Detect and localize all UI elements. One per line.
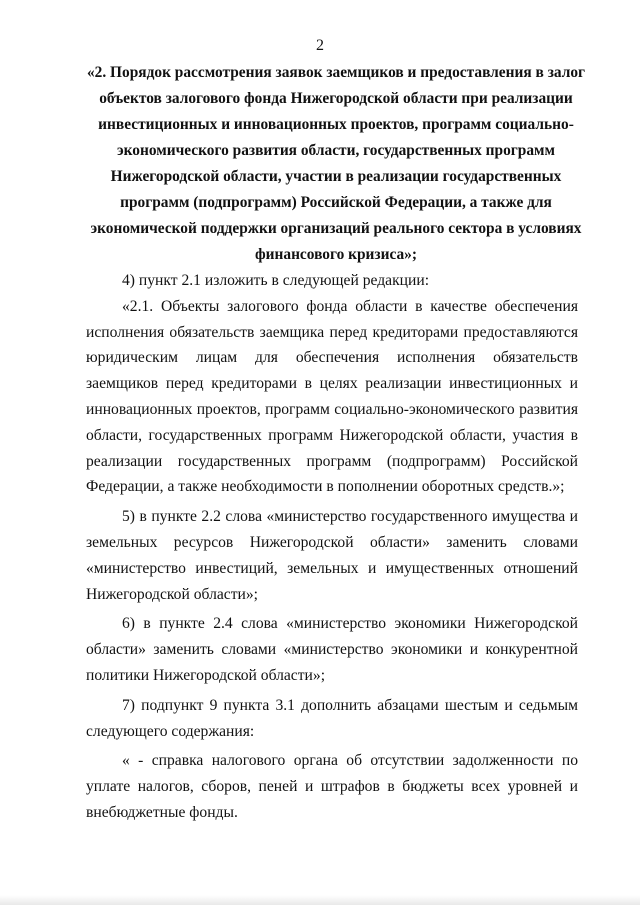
section-title: «2. Порядок рассмотрения заявок заемщиков и предоставления в залог объектов залогового фонда Нижегородской области при реализации инвестиционных и инновационных проектов, программ социально-экономического развития области, государственных программ Нижегородской области, участии в реализации государственных программ (подпрограмм) Российской Федерации, а также для экономической поддержки организаций реального сектора в условиях финансового кризиса»;: [86, 64, 586, 263]
scan-edge-shadow: [0, 895, 640, 905]
paragraph-item-7: 7) подпункт 9 пункта 3.1 дополнить абзацами шестым и седьмым следующего содержания:: [86, 696, 578, 740]
document-body: [86, 268, 578, 826]
paragraph-item-4: 4) пункт 2.1 изложить в следующей редакции:: [122, 272, 430, 289]
page-number: 2: [316, 37, 324, 54]
paragraph-item-6: 6) в пункте 2.4 слова «министерство экономики Нижегородской области» заменить словами «министерство экономики и конкурентной политики Нижегородской области»;: [86, 615, 578, 684]
paragraph-item-5: 5) в пункте 2.2 слова «министерство государственного имущества и земельных ресурсов Нижегородской области» заменить словами «министерство инвестиций, земельных и имущественных отношений Нижегородской области»;: [86, 508, 578, 603]
paragraph-item-2-1-text: «2.1. Объекты залогового фонда области в качестве обеспечения исполнения обязательств заемщика перед кредиторами предоставляются юридическим лицам для обеспечения исполнения обязательств заемщиков перед кредиторами в целях реализации инвестиционных и инновационных проектов, программ социально-экономического развития области, государственных программ Нижегородской области, участия в реализации государственных программ (подпрограмм) Российской Федерации, а также необходимости в пополнении оборотных средств.»;: [86, 297, 578, 496]
paragraph-tax-certificate: « - справка налогового органа об отсутствии задолженности по уплате налогов, сборов, пеней и штрафов в бюджеты всех уровней и внебюджетные фонды.: [86, 752, 578, 821]
